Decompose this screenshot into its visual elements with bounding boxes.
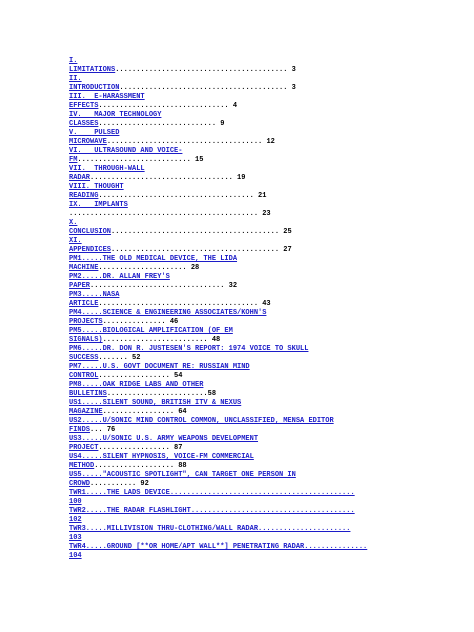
- toc-link[interactable]: X.: [69, 219, 78, 227]
- toc-line: [69, 480, 409, 489]
- toc-link[interactable]: BULLETINS: [69, 390, 107, 398]
- toc-link[interactable]: CONCLUSION: [69, 228, 112, 236]
- toc-line: [69, 219, 409, 228]
- toc-page-ref: ... 76: [90, 426, 116, 434]
- toc-line: [69, 228, 409, 237]
- toc-line: [69, 246, 409, 255]
- toc-link[interactable]: PAPER: [69, 282, 91, 290]
- toc-link[interactable]: TWR3.....MILLIVISION THRU-CLOTHING/WALL RADAR......................: [69, 525, 351, 533]
- toc-line: [69, 291, 409, 300]
- toc-link[interactable]: I.: [69, 57, 78, 65]
- toc-line: [69, 525, 409, 534]
- toc-line: [69, 138, 409, 147]
- toc-line: [69, 147, 409, 156]
- toc-link[interactable]: PM2.....DR. ALLAN FREY'S: [69, 273, 170, 281]
- toc-link[interactable]: US3.....U/SONIC U.S. ARMY WEAPONS DEVELOPMENT: [69, 435, 259, 443]
- toc-link[interactable]: US1.....SILENT SOUND, BRITISH ITV & NEXUS: [69, 399, 242, 407]
- toc-line: [69, 471, 409, 480]
- toc-line: [69, 462, 409, 471]
- toc-line: [69, 192, 409, 201]
- toc-page-ref: ................. 64: [102, 408, 187, 416]
- toc-link[interactable]: TWR1.....THE LADS DEVICE............................................: [69, 489, 355, 497]
- toc-link[interactable]: ARTICLE: [69, 300, 99, 308]
- toc-page-ref: ........................... 15: [77, 156, 204, 164]
- toc-page-ref: ..................... 28: [98, 264, 200, 272]
- toc-link[interactable]: RADAR: [69, 174, 91, 182]
- toc-line: [69, 120, 409, 129]
- toc-line: [69, 93, 409, 102]
- toc-link[interactable]: FM: [69, 156, 78, 164]
- toc-link[interactable]: MAGAZINE: [69, 408, 103, 416]
- toc-link[interactable]: PM8.....OAK RIDGE LABS AND OTHER: [69, 381, 204, 389]
- toc-link[interactable]: PM5.....BIOLOGICAL AMPLIFICATION (OF EM: [69, 327, 233, 335]
- toc-link[interactable]: PROJECT: [69, 444, 99, 452]
- table-of-contents: [69, 57, 409, 561]
- toc-link[interactable]: PM7.....U.S. GOVT DOCUMENT RE: RUSSIAN MIND: [69, 363, 250, 371]
- toc-link[interactable]: READING: [69, 192, 99, 200]
- toc-link[interactable]: MICROWAVE: [69, 138, 107, 146]
- toc-line: [69, 165, 409, 174]
- toc-line: [69, 390, 409, 399]
- toc-line: [69, 426, 409, 435]
- toc-link[interactable]: 102: [69, 516, 82, 524]
- toc-link[interactable]: VII. THROUGH-WALL: [69, 165, 145, 173]
- toc-link[interactable]: 103: [69, 534, 82, 542]
- toc-line: [69, 444, 409, 453]
- toc-line: [69, 516, 409, 525]
- toc-line: [69, 543, 409, 552]
- toc-link[interactable]: TWR2.....THE RADAR FLASHLIGHT.......................................: [69, 507, 355, 515]
- toc-line: [69, 507, 409, 516]
- toc-link[interactable]: PM3.....NASA: [69, 291, 120, 299]
- toc-line: [69, 435, 409, 444]
- toc-line: [69, 264, 409, 273]
- toc-link[interactable]: IX. IMPLANTS: [69, 201, 128, 209]
- toc-page-ref: .................................. 19: [90, 174, 246, 182]
- toc-line: [69, 408, 409, 417]
- toc-link[interactable]: XI.: [69, 237, 82, 245]
- toc-line: [69, 309, 409, 318]
- toc-link[interactable]: 104: [69, 552, 82, 560]
- toc-page-ref: ................... 88: [94, 462, 187, 470]
- toc-link[interactable]: METHOD: [69, 462, 95, 470]
- toc-link[interactable]: CLASSES: [69, 120, 99, 128]
- toc-link[interactable]: US5....."ACOUSTIC SPOTLIGHT", CAN TARGET ONE PERSON IN: [69, 471, 296, 479]
- toc-link[interactable]: US2.....U/SONIC MIND CONTROL COMMON, UNCLASSIFIED, MENSA EDITOR: [69, 417, 334, 425]
- toc-line: [69, 498, 409, 507]
- toc-page-ref: ........................................ 3: [119, 84, 296, 92]
- toc-link[interactable]: VI. ULTRASOUND AND VOICE-: [69, 147, 183, 155]
- toc-link[interactable]: US4.....SILENT HYPNOSIS, VOICE-FM COMMERCIAL: [69, 453, 254, 461]
- toc-link[interactable]: INTRODUCTION: [69, 84, 120, 92]
- toc-link[interactable]: PM1.....THE OLD MEDICAL DEVICE, THE LIDA: [69, 255, 238, 263]
- toc-page-ref: ............................... 4: [98, 102, 238, 110]
- toc-link[interactable]: II.: [69, 75, 82, 83]
- toc-page-ref: ........... 92: [90, 480, 149, 488]
- toc-link[interactable]: FINDS: [69, 426, 91, 434]
- toc-page-ref: ............................ 9: [98, 120, 225, 128]
- toc-link[interactable]: CROWD: [69, 480, 91, 488]
- toc-page-ref: ......................................... 3: [115, 66, 296, 74]
- toc-link[interactable]: PM4.....SCIENCE & ENGINEERING ASSOCIATES/KOHN'S: [69, 309, 267, 317]
- toc-link[interactable]: PROJECTS: [69, 318, 103, 326]
- toc-page-ref: ................. 54: [98, 372, 183, 380]
- toc-line: [69, 102, 409, 111]
- toc-page-ref: ......................... 48: [102, 336, 221, 344]
- toc-page-ref: ...................................... 43: [98, 300, 271, 308]
- toc-line: [69, 534, 409, 543]
- toc-line: [69, 552, 409, 561]
- toc-line: [69, 336, 409, 345]
- toc-line: [69, 381, 409, 390]
- toc-line: [69, 129, 409, 138]
- toc-page-ref: ................. 87: [98, 444, 183, 452]
- toc-link[interactable]: EFFECTS: [69, 102, 99, 110]
- toc-link[interactable]: APPENDICES: [69, 246, 112, 254]
- toc-page-ref: ........................................ 27: [111, 246, 292, 254]
- toc-line: [69, 75, 409, 84]
- toc-link[interactable]: SIGNALS): [69, 336, 103, 344]
- toc-link[interactable]: PM6.....DR. DON R. JUSTESEN'S REPORT: 1974 VOICE TO SKULL: [69, 345, 309, 353]
- toc-page-ref: ........................58: [106, 390, 217, 398]
- toc-line: [69, 201, 409, 210]
- toc-line: [69, 156, 409, 165]
- toc-page-ref: ........................................ 25: [111, 228, 292, 236]
- toc-line: [69, 327, 409, 336]
- toc-link[interactable]: VIII. THOUGHT: [69, 183, 124, 191]
- toc-line: [69, 354, 409, 363]
- toc-line: [69, 111, 409, 120]
- toc-page-ref: ..................................... 12: [106, 138, 275, 146]
- toc-link[interactable]: CONTROL: [69, 372, 99, 380]
- toc-page-ref: ................................ 32: [90, 282, 238, 290]
- toc-link[interactable]: III. E-HARASSMENT: [69, 93, 145, 101]
- toc-page-ref: ............................................. 23: [69, 210, 271, 218]
- toc-line: [69, 273, 409, 282]
- toc-link[interactable]: MACHINE: [69, 264, 99, 272]
- toc-page-ref: ....... 52: [98, 354, 141, 362]
- toc-line: [69, 282, 409, 291]
- toc-line: [69, 345, 409, 354]
- toc-link[interactable]: V. PULSED: [69, 129, 120, 137]
- toc-link[interactable]: SUCCESS: [69, 354, 99, 362]
- toc-link[interactable]: TWR4.....GROUND [**OR HOME/APT WALL**] PENETRATING RADAR...............: [69, 543, 368, 551]
- toc-line: [69, 174, 409, 183]
- toc-line: [69, 300, 409, 309]
- toc-line: [69, 237, 409, 246]
- toc-line: [69, 210, 409, 219]
- toc-line: [69, 489, 409, 498]
- toc-line: [69, 66, 409, 75]
- toc-line: [69, 57, 409, 66]
- toc-line: [69, 399, 409, 408]
- toc-line: [69, 372, 409, 381]
- toc-line: [69, 318, 409, 327]
- toc-line: [69, 453, 409, 462]
- toc-page-ref: ............... 46: [102, 318, 179, 326]
- toc-link[interactable]: IV. MAJOR TECHNOLOGY: [69, 111, 162, 119]
- toc-page-ref: ..................................... 21: [98, 192, 267, 200]
- toc-line: [69, 183, 409, 192]
- toc-line: [69, 84, 409, 93]
- toc-line: [69, 363, 409, 372]
- toc-link[interactable]: LIMITATIONS: [69, 66, 116, 74]
- toc-line: [69, 417, 409, 426]
- toc-link[interactable]: 100: [69, 498, 82, 506]
- toc-line: [69, 255, 409, 264]
